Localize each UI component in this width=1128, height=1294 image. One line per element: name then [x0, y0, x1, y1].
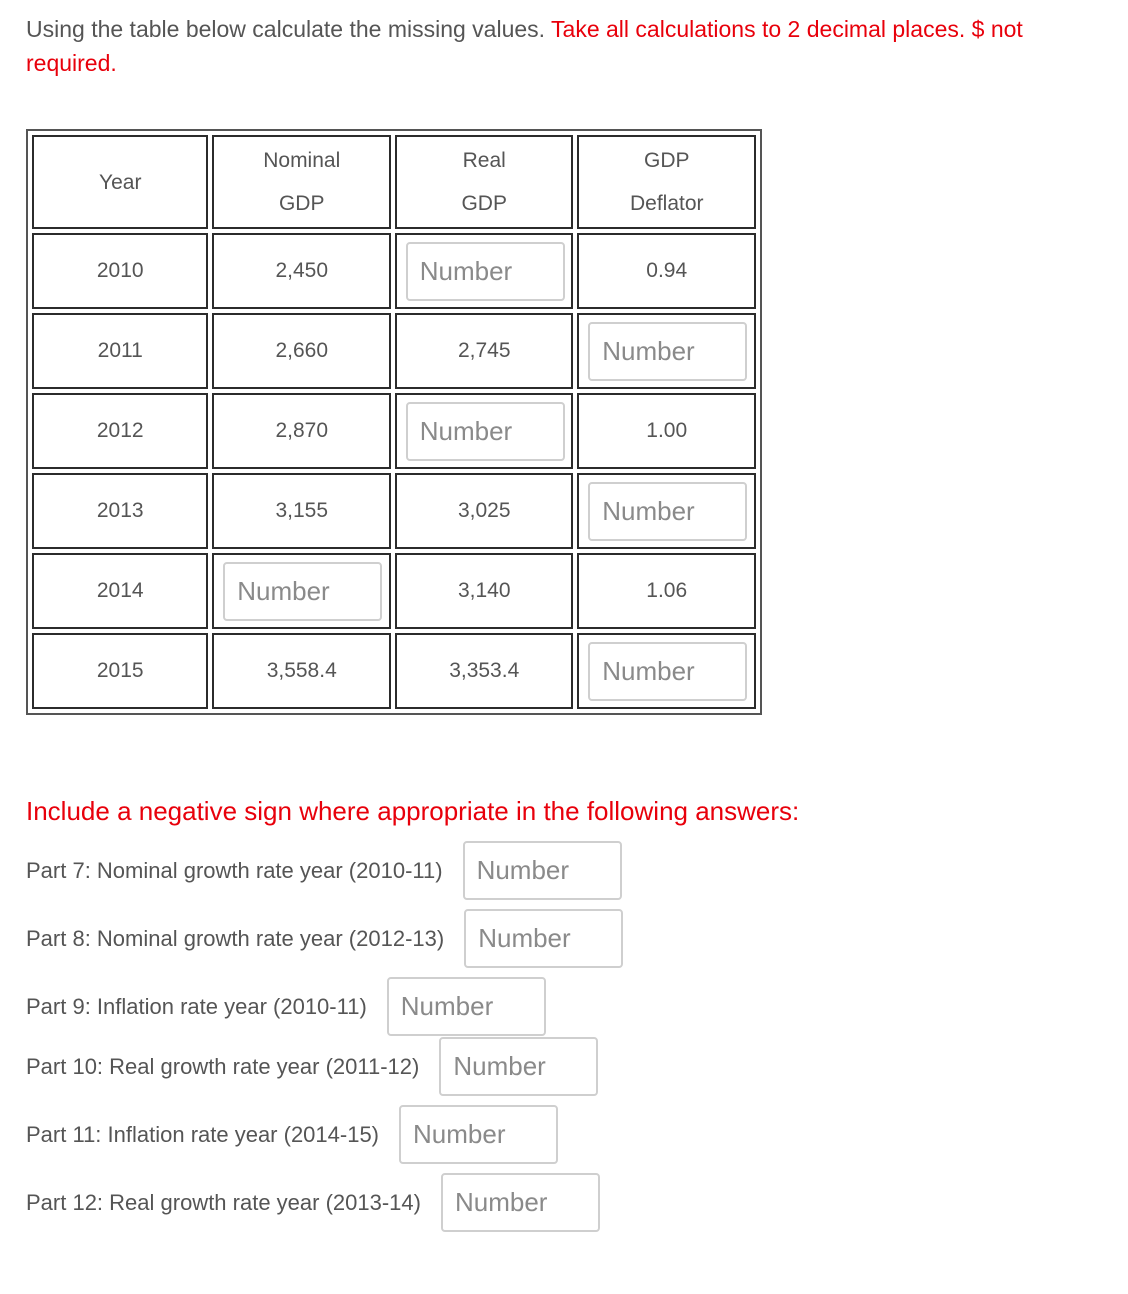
header-nominal-line1: Nominal	[263, 149, 341, 172]
header-year	[32, 135, 208, 229]
nominal-gdp-2014-input[interactable]	[223, 562, 382, 621]
year-cell: 2010	[32, 233, 208, 309]
instructions	[26, 12, 1106, 80]
part-8-label: Part 8: Nominal growth rate year (2012-13)	[26, 925, 445, 951]
part-10-question	[26, 1037, 598, 1096]
real-gdp-cell: 3,140	[395, 553, 574, 629]
gdp-deflator-answer-cell	[577, 313, 756, 389]
instructions-text: Using the table below calculate the missing values.	[26, 16, 546, 42]
year-cell: 2014	[32, 553, 208, 629]
header-real-gdp	[395, 135, 574, 229]
real-gdp-cell: 3,025	[395, 473, 574, 549]
part-11-question	[26, 1105, 558, 1164]
real-gdp-answer-cell	[395, 233, 574, 309]
part-8-input[interactable]	[464, 909, 623, 968]
negative-sign-warning: Include a negative sign where appropriate in the following answers:	[26, 796, 800, 826]
gdp-deflator-2015-input[interactable]	[588, 642, 747, 701]
year-cell: 2015	[32, 633, 208, 709]
header-year-label: Year	[99, 170, 142, 194]
nominal-gdp-answer-cell	[212, 553, 391, 629]
gdp-deflator-cell: 0.94	[577, 233, 756, 309]
real-gdp-2012-input[interactable]	[406, 402, 565, 461]
gdp-deflator-2011-input[interactable]	[588, 322, 747, 381]
part-12-label: Part 12: Real growth rate year (2013-14)	[26, 1189, 421, 1215]
part-7-label: Part 7: Nominal growth rate year (2010-11)	[26, 857, 443, 883]
year-cell: 2011	[32, 313, 208, 389]
nominal-gdp-cell: 2,660	[212, 313, 391, 389]
part-11-input[interactable]	[399, 1105, 558, 1164]
header-real-line2: GDP	[461, 192, 507, 215]
gdp-deflator-2013-input[interactable]	[588, 482, 747, 541]
table-row	[32, 553, 756, 629]
header-deflator-line1: GDP	[643, 149, 690, 172]
table-row	[32, 633, 756, 709]
real-gdp-cell: 2,745	[395, 313, 574, 389]
table-row	[32, 233, 756, 309]
header-gdp-deflator	[577, 135, 756, 229]
part-10-input[interactable]	[439, 1037, 598, 1096]
part-7-question	[26, 841, 622, 900]
gdp-deflator-answer-cell	[577, 473, 756, 549]
real-gdp-cell: 3,353.4	[395, 633, 574, 709]
part-7-input[interactable]	[463, 841, 622, 900]
nominal-gdp-cell: 3,558.4	[212, 633, 391, 709]
part-9-question	[26, 977, 546, 1036]
instructions-red-text: Take all calculations to 2 decimal places. $ not required.	[26, 16, 1023, 76]
year-cell: 2013	[32, 473, 208, 549]
part-9-input[interactable]	[387, 977, 546, 1036]
header-nominal-line2: GDP	[278, 192, 325, 215]
header-real-line1: Real	[462, 149, 506, 172]
table-row	[32, 393, 756, 469]
header-nominal-gdp	[212, 135, 391, 229]
table-header-row	[32, 135, 756, 229]
header-deflator-line2: Deflator	[629, 192, 704, 215]
gdp-deflator-cell: 1.00	[577, 393, 756, 469]
part-8-question	[26, 909, 623, 968]
part-11-label: Part 11: Inflation rate year (2014-15)	[26, 1121, 380, 1147]
nominal-gdp-cell: 2,450	[212, 233, 391, 309]
real-gdp-answer-cell	[395, 393, 574, 469]
part-9-label: Part 9: Inflation rate year (2010-11)	[26, 993, 367, 1019]
year-cell: 2012	[32, 393, 208, 469]
part-10-label: Part 10: Real growth rate year (2011-12)	[26, 1053, 420, 1079]
gdp-deflator-answer-cell	[577, 633, 756, 709]
nominal-gdp-cell: 3,155	[212, 473, 391, 549]
part-12-input[interactable]	[441, 1173, 600, 1232]
gdp-deflator-cell: 1.06	[577, 553, 756, 629]
real-gdp-2010-input[interactable]	[406, 242, 565, 301]
gdp-table	[26, 129, 762, 715]
nominal-gdp-cell: 2,870	[212, 393, 391, 469]
table-row	[32, 313, 756, 389]
part-12-question	[26, 1173, 600, 1232]
table-row	[32, 473, 756, 549]
